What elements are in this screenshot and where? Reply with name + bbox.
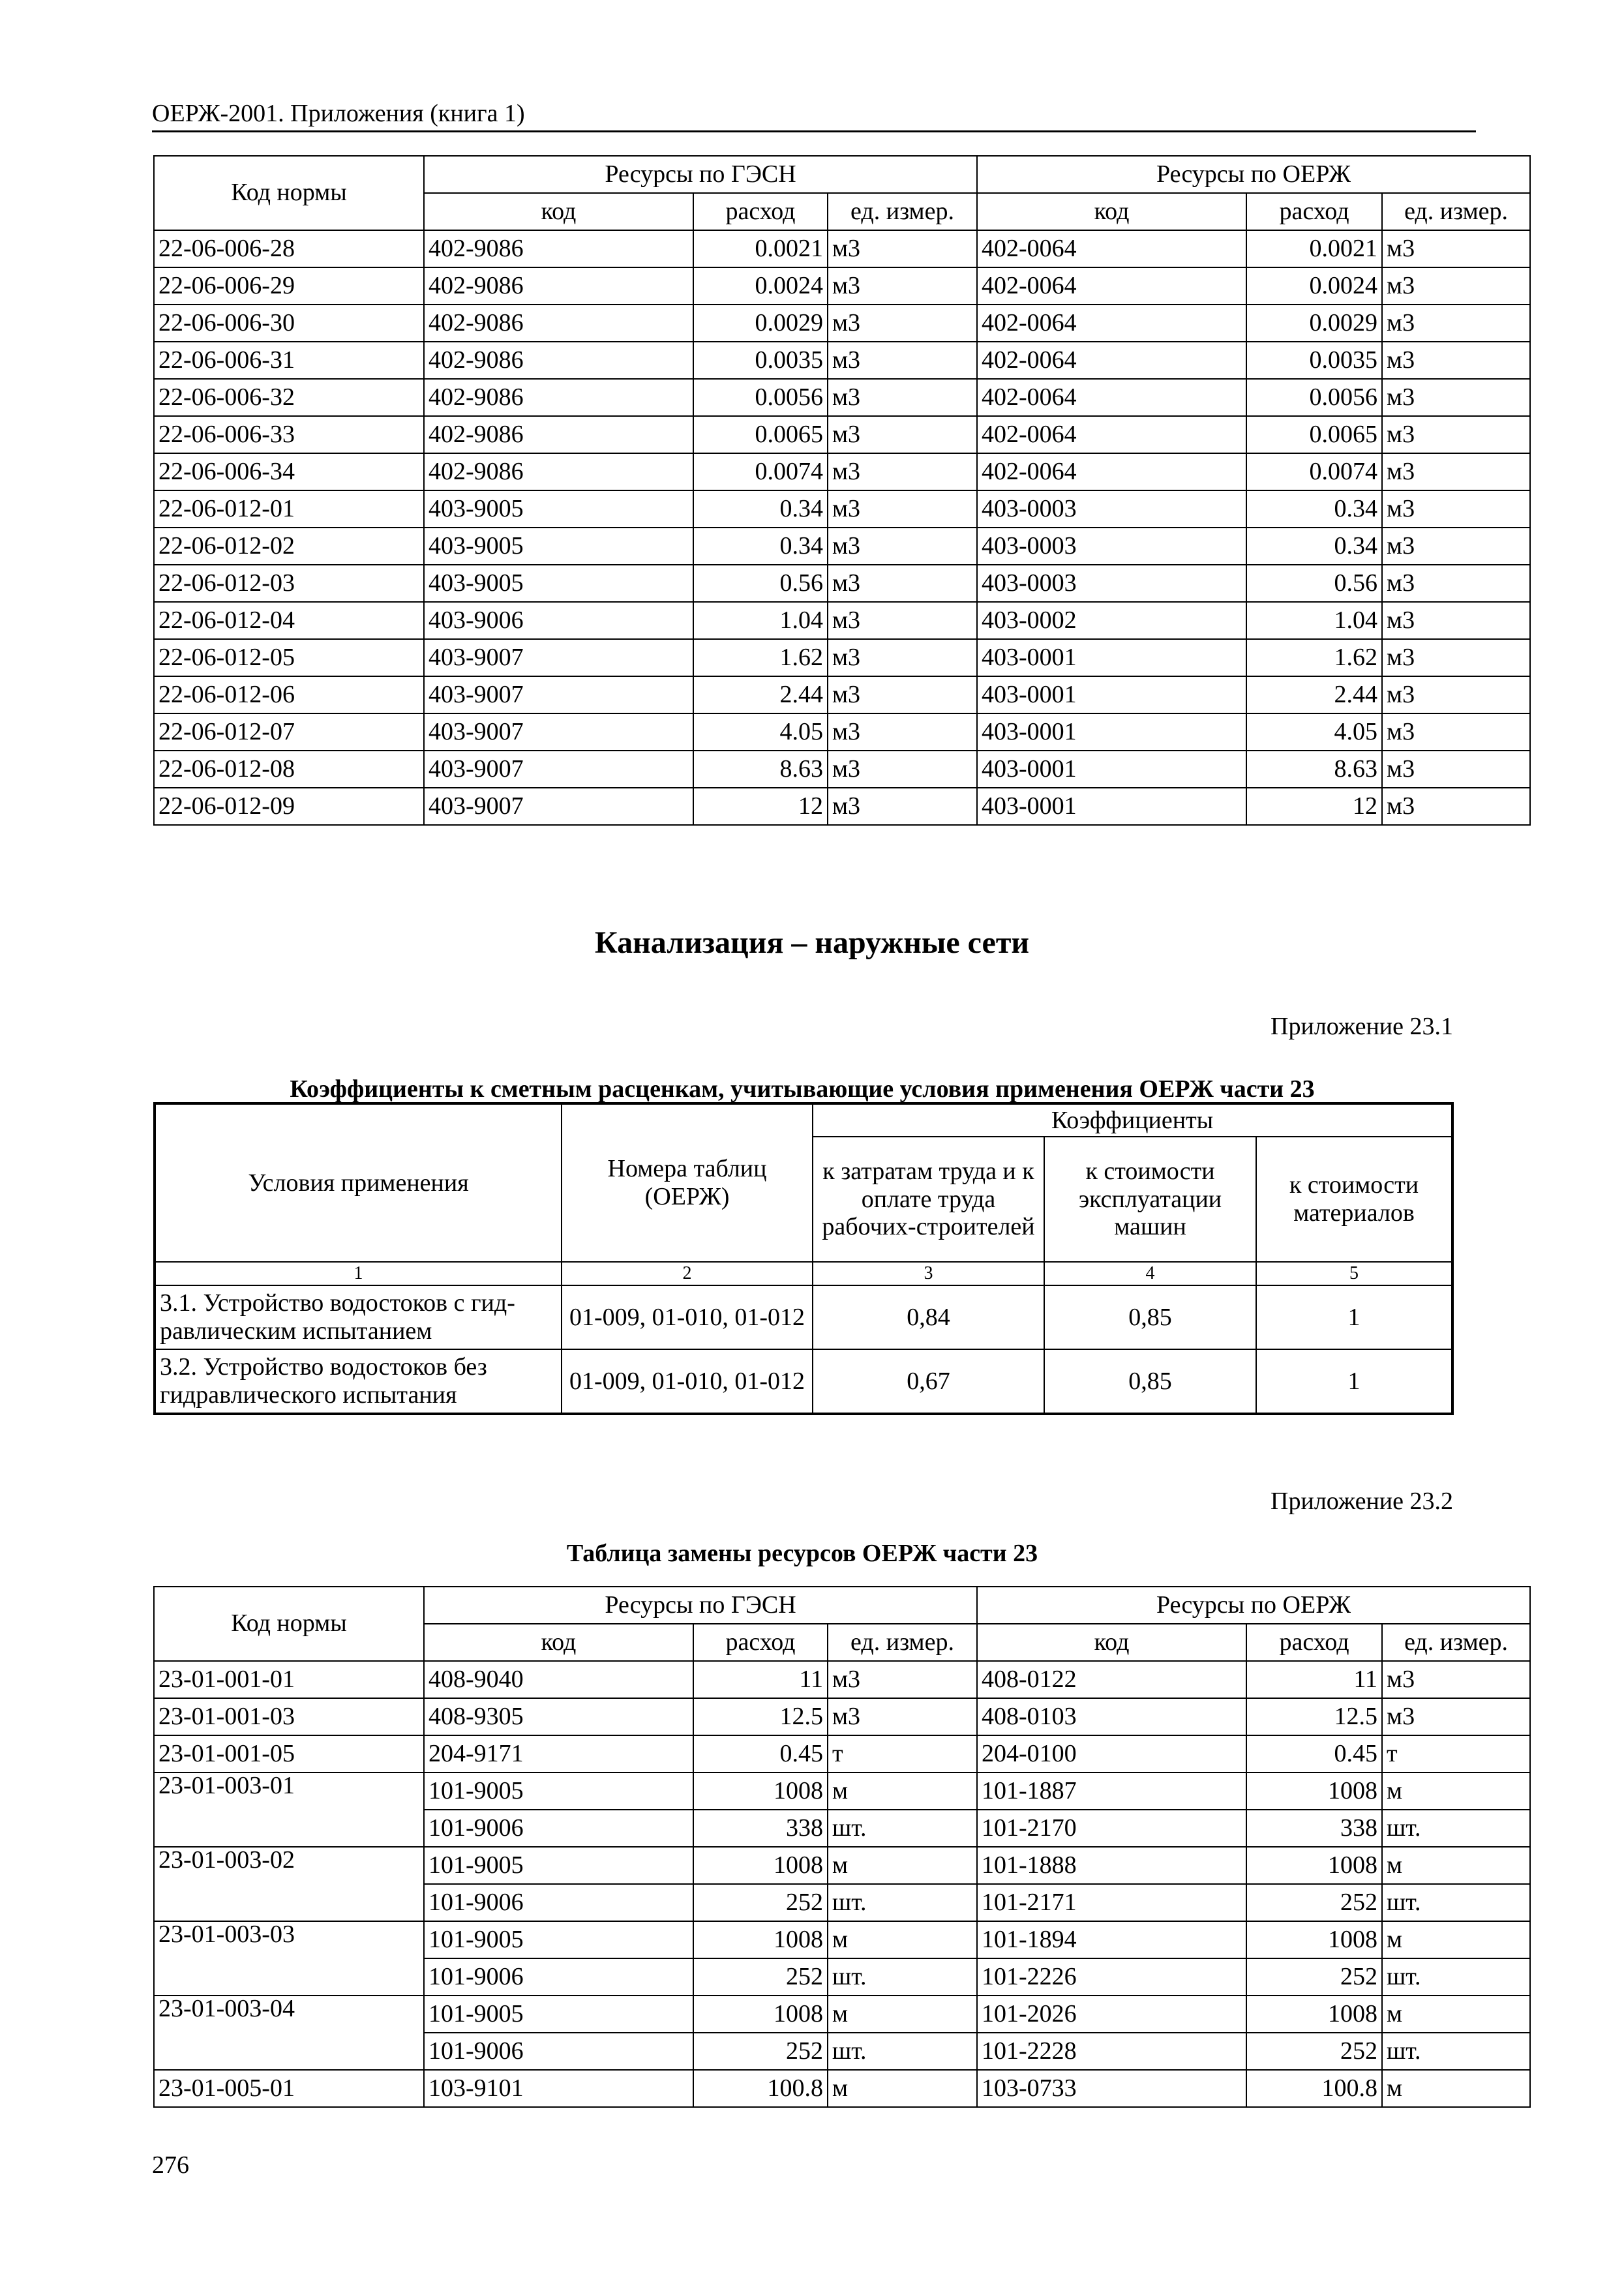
oerzh-unit: м3 xyxy=(1382,342,1530,379)
table-body xyxy=(154,1661,1530,2107)
oerzh-code: 101-2170 xyxy=(977,1810,1246,1847)
oerzh-unit: м3 xyxy=(1382,713,1530,751)
gesn-unit: м xyxy=(828,1847,977,1884)
gesn-code: 402-9086 xyxy=(424,453,693,490)
header-gesn-group: Ресурсы по ГЭСН xyxy=(424,156,977,193)
oerzh-unit: м3 xyxy=(1382,416,1530,453)
gesn-code: 403-9007 xyxy=(424,639,693,676)
gesn-consumption: 0.45 xyxy=(693,1735,828,1773)
gesn-unit: т xyxy=(828,1735,977,1773)
header-gesn-unit: ед. измер. xyxy=(828,193,977,230)
header-code-norm: Код нормы xyxy=(154,1587,424,1661)
column-number: 5 xyxy=(1256,1262,1452,1285)
section-title: Канализация – наружные сети xyxy=(594,925,1030,960)
oerzh-consumption: 0.0035 xyxy=(1246,342,1382,379)
oerzh-consumption: 0.0065 xyxy=(1246,416,1382,453)
gesn-code: 101-9005 xyxy=(424,1921,693,1958)
gesn-consumption: 0.0056 xyxy=(693,379,828,416)
gesn-code: 402-9086 xyxy=(424,416,693,453)
oerzh-code: 101-1888 xyxy=(977,1847,1246,1884)
oerzh-code: 403-0001 xyxy=(977,788,1246,825)
tables-cell: 01-009, 01-010, 01-012 xyxy=(562,1349,813,1414)
table-row xyxy=(154,1921,1530,1958)
norm-code: 22-06-012-04 xyxy=(154,602,424,639)
gesn-code: 101-9006 xyxy=(424,1810,693,1847)
gesn-unit: м3 xyxy=(828,1698,977,1735)
resource-table-23 xyxy=(153,1586,1531,2108)
oerzh-code: 101-1887 xyxy=(977,1773,1246,1810)
norm-code: 22-06-012-09 xyxy=(154,788,424,825)
oerzh-unit: м xyxy=(1382,1773,1530,1810)
norm-code: 22-06-012-08 xyxy=(154,751,424,788)
gesn-consumption: 252 xyxy=(693,2033,828,2070)
oerzh-code: 402-0064 xyxy=(977,379,1246,416)
oerzh-consumption: 252 xyxy=(1246,1884,1382,1921)
oerzh-unit: м3 xyxy=(1382,528,1530,565)
header-gesn-code: код xyxy=(424,193,693,230)
norm-code: 22-06-012-02 xyxy=(154,528,424,565)
oerzh-code: 402-0064 xyxy=(977,342,1246,379)
table-caption: Коэффициенты к сметным расценкам, учитывающие условия применения ОЕРЖ части 23 xyxy=(290,1075,1315,1103)
gesn-unit: м3 xyxy=(828,528,977,565)
norm-code: 23-01-001-05 xyxy=(154,1735,424,1773)
gesn-code: 403-9005 xyxy=(424,565,693,602)
oerzh-consumption: 252 xyxy=(1246,1958,1382,1996)
oerzh-consumption: 100.8 xyxy=(1246,2070,1382,2107)
resource-table-22 xyxy=(153,155,1531,826)
header-oerzh-consumption: расход xyxy=(1246,193,1382,230)
gesn-unit: м3 xyxy=(828,565,977,602)
norm-code: 23-01-003-04 xyxy=(154,1996,424,2070)
oerzh-unit: шт. xyxy=(1382,2033,1530,2070)
gesn-unit: м3 xyxy=(828,1661,977,1698)
gesn-consumption: 1008 xyxy=(693,1773,828,1810)
gesn-code: 101-9005 xyxy=(424,1773,693,1810)
machines-coefficient: 0,85 xyxy=(1044,1349,1256,1414)
header-labor: к затратам труда и к оплате труда рабочих-строителей xyxy=(813,1137,1044,1262)
gesn-unit: м3 xyxy=(828,788,977,825)
tables-cell: 01-009, 01-010, 01-012 xyxy=(562,1285,813,1349)
oerzh-unit: м3 xyxy=(1382,788,1530,825)
table-caption: Таблица замены ресурсов ОЕРЖ части 23 xyxy=(566,1540,1038,1567)
machines-coefficient: 0,85 xyxy=(1044,1285,1256,1349)
norm-code: 22-06-006-34 xyxy=(154,453,424,490)
oerzh-code: 403-0001 xyxy=(977,713,1246,751)
oerzh-consumption: 1.04 xyxy=(1246,602,1382,639)
oerzh-unit: м3 xyxy=(1382,305,1530,342)
header-oerzh-group: Ресурсы по ОЕРЖ xyxy=(977,1587,1530,1624)
column-number: 1 xyxy=(155,1262,562,1285)
table-row xyxy=(154,788,1530,825)
oerzh-consumption: 2.44 xyxy=(1246,676,1382,713)
oerzh-consumption: 0.34 xyxy=(1246,528,1382,565)
gesn-consumption: 4.05 xyxy=(693,713,828,751)
header-code-norm: Код нормы xyxy=(154,156,424,230)
oerzh-consumption: 0.56 xyxy=(1246,565,1382,602)
header-tables: Номера таблиц (ОЕРЖ) xyxy=(562,1103,813,1262)
appendix-label: Приложение 23.2 xyxy=(1271,1488,1453,1515)
oerzh-unit: м3 xyxy=(1382,267,1530,305)
condition-cell: 3.2. Устройство водостоков без гидравлического испытания xyxy=(155,1349,562,1414)
table-row xyxy=(154,1698,1530,1735)
header-gesn-consumption: расход xyxy=(693,193,828,230)
gesn-code: 403-9006 xyxy=(424,602,693,639)
norm-code: 22-06-006-31 xyxy=(154,342,424,379)
gesn-code: 403-9007 xyxy=(424,676,693,713)
gesn-code: 103-9101 xyxy=(424,2070,693,2107)
header-gesn-code: код xyxy=(424,1624,693,1661)
gesn-code: 101-9006 xyxy=(424,1958,693,1996)
gesn-consumption: 11 xyxy=(693,1661,828,1698)
gesn-consumption: 2.44 xyxy=(693,676,828,713)
table-row xyxy=(154,1735,1530,1773)
table-row xyxy=(154,379,1530,416)
oerzh-code: 101-1894 xyxy=(977,1921,1246,1958)
gesn-code: 403-9005 xyxy=(424,490,693,528)
header-rule xyxy=(152,130,1476,132)
norm-code: 23-01-005-01 xyxy=(154,2070,424,2107)
gesn-unit: м3 xyxy=(828,230,977,267)
norm-code: 23-01-003-01 xyxy=(154,1773,424,1847)
header-oerzh-unit: ед. измер. xyxy=(1382,1624,1530,1661)
oerzh-unit: м xyxy=(1382,1847,1530,1884)
oerzh-unit: м3 xyxy=(1382,602,1530,639)
gesn-code: 402-9086 xyxy=(424,379,693,416)
table-row xyxy=(154,267,1530,305)
gesn-consumption: 0.34 xyxy=(693,490,828,528)
table-row xyxy=(154,305,1530,342)
table-row xyxy=(154,416,1530,453)
table-row xyxy=(154,490,1530,528)
gesn-consumption: 1008 xyxy=(693,1921,828,1958)
table-row xyxy=(154,1773,1530,1810)
table-row xyxy=(154,676,1530,713)
oerzh-code: 403-0001 xyxy=(977,676,1246,713)
gesn-consumption: 0.34 xyxy=(693,528,828,565)
gesn-unit: м3 xyxy=(828,490,977,528)
gesn-consumption: 100.8 xyxy=(693,2070,828,2107)
gesn-unit: м xyxy=(828,1921,977,1958)
table-row xyxy=(154,751,1530,788)
gesn-consumption: 0.0024 xyxy=(693,267,828,305)
norm-code: 22-06-012-05 xyxy=(154,639,424,676)
gesn-code: 101-9005 xyxy=(424,1847,693,1884)
header-materials: к стоимости материалов xyxy=(1256,1137,1452,1262)
header-oerzh-unit: ед. измер. xyxy=(1382,193,1530,230)
oerzh-code: 403-0003 xyxy=(977,490,1246,528)
table-row xyxy=(155,1285,1452,1349)
header-oerzh-group: Ресурсы по ОЕРЖ xyxy=(977,156,1530,193)
norm-code: 22-06-006-32 xyxy=(154,379,424,416)
labor-coefficient: 0,67 xyxy=(813,1349,1044,1414)
oerzh-consumption: 0.0029 xyxy=(1246,305,1382,342)
oerzh-unit: м3 xyxy=(1382,639,1530,676)
oerzh-consumption: 252 xyxy=(1246,2033,1382,2070)
oerzh-code: 408-0122 xyxy=(977,1661,1246,1698)
gesn-unit: м3 xyxy=(828,639,977,676)
oerzh-unit: м3 xyxy=(1382,565,1530,602)
norm-code: 22-06-006-28 xyxy=(154,230,424,267)
coefficients-table xyxy=(153,1102,1454,1415)
oerzh-unit: м3 xyxy=(1382,230,1530,267)
gesn-code: 101-9005 xyxy=(424,1996,693,2033)
table-row xyxy=(154,565,1530,602)
table-row xyxy=(154,602,1530,639)
gesn-code: 402-9086 xyxy=(424,342,693,379)
oerzh-consumption: 0.34 xyxy=(1246,490,1382,528)
oerzh-unit: м3 xyxy=(1382,490,1530,528)
table-row xyxy=(154,2070,1530,2107)
condition-cell: 3.1. Устройство водостоков с гид-равлическим испытанием xyxy=(155,1285,562,1349)
gesn-unit: м3 xyxy=(828,267,977,305)
oerzh-consumption: 0.0021 xyxy=(1246,230,1382,267)
gesn-code: 408-9040 xyxy=(424,1661,693,1698)
oerzh-code: 403-0003 xyxy=(977,565,1246,602)
oerzh-code: 204-0100 xyxy=(977,1735,1246,1773)
oerzh-consumption: 0.0024 xyxy=(1246,267,1382,305)
gesn-consumption: 0.0035 xyxy=(693,342,828,379)
norm-code: 22-06-012-01 xyxy=(154,490,424,528)
header-oerzh-consumption: расход xyxy=(1246,1624,1382,1661)
oerzh-unit: м3 xyxy=(1382,379,1530,416)
page-number: 276 xyxy=(152,2151,189,2179)
oerzh-consumption: 1008 xyxy=(1246,1773,1382,1810)
gesn-code: 403-9005 xyxy=(424,528,693,565)
table-row xyxy=(154,639,1530,676)
norm-code: 23-01-003-02 xyxy=(154,1847,424,1921)
gesn-unit: м xyxy=(828,1996,977,2033)
oerzh-code: 403-0001 xyxy=(977,639,1246,676)
materials-coefficient: 1 xyxy=(1256,1349,1452,1414)
oerzh-consumption: 1008 xyxy=(1246,1921,1382,1958)
header-oerzh-code: код xyxy=(977,193,1246,230)
gesn-unit: м3 xyxy=(828,713,977,751)
gesn-code: 408-9305 xyxy=(424,1698,693,1735)
gesn-unit: м3 xyxy=(828,676,977,713)
header-gesn-unit: ед. измер. xyxy=(828,1624,977,1661)
oerzh-unit: м xyxy=(1382,1996,1530,2033)
table-row xyxy=(154,1661,1530,1698)
table-row xyxy=(154,342,1530,379)
oerzh-code: 408-0103 xyxy=(977,1698,1246,1735)
gesn-code: 402-9086 xyxy=(424,305,693,342)
oerzh-consumption: 1.62 xyxy=(1246,639,1382,676)
gesn-consumption: 8.63 xyxy=(693,751,828,788)
norm-code: 22-06-006-29 xyxy=(154,267,424,305)
oerzh-unit: м3 xyxy=(1382,1661,1530,1698)
oerzh-unit: м xyxy=(1382,2070,1530,2107)
oerzh-code: 101-2228 xyxy=(977,2033,1246,2070)
gesn-code: 403-9007 xyxy=(424,713,693,751)
norm-code: 22-06-006-33 xyxy=(154,416,424,453)
oerzh-code: 403-0003 xyxy=(977,528,1246,565)
gesn-code: 403-9007 xyxy=(424,751,693,788)
gesn-consumption: 338 xyxy=(693,1810,828,1847)
oerzh-code: 101-2171 xyxy=(977,1884,1246,1921)
norm-code: 23-01-001-01 xyxy=(154,1661,424,1698)
gesn-unit: м xyxy=(828,1773,977,1810)
norm-code: 23-01-001-03 xyxy=(154,1698,424,1735)
norm-code: 22-06-012-03 xyxy=(154,565,424,602)
oerzh-consumption: 0.45 xyxy=(1246,1735,1382,1773)
materials-coefficient: 1 xyxy=(1256,1285,1452,1349)
gesn-consumption: 0.0065 xyxy=(693,416,828,453)
oerzh-code: 402-0064 xyxy=(977,305,1246,342)
column-number: 2 xyxy=(562,1262,813,1285)
header-oerzh-code: код xyxy=(977,1624,1246,1661)
oerzh-code: 402-0064 xyxy=(977,267,1246,305)
oerzh-code: 402-0064 xyxy=(977,453,1246,490)
gesn-code: 204-9171 xyxy=(424,1735,693,1773)
oerzh-unit: м3 xyxy=(1382,676,1530,713)
table-row xyxy=(154,528,1530,565)
table-row xyxy=(154,1847,1530,1884)
gesn-code: 101-9006 xyxy=(424,2033,693,2070)
oerzh-consumption: 0.0056 xyxy=(1246,379,1382,416)
header-conditions: Условия применения xyxy=(155,1103,562,1262)
gesn-unit: м3 xyxy=(828,305,977,342)
gesn-consumption: 12.5 xyxy=(693,1698,828,1735)
gesn-code: 101-9006 xyxy=(424,1884,693,1921)
oerzh-consumption: 338 xyxy=(1246,1810,1382,1847)
gesn-unit: шт. xyxy=(828,1884,977,1921)
oerzh-consumption: 1008 xyxy=(1246,1847,1382,1884)
gesn-consumption: 252 xyxy=(693,1884,828,1921)
gesn-code: 402-9086 xyxy=(424,230,693,267)
gesn-consumption: 0.0021 xyxy=(693,230,828,267)
gesn-unit: м3 xyxy=(828,602,977,639)
gesn-unit: м3 xyxy=(828,416,977,453)
gesn-unit: шт. xyxy=(828,2033,977,2070)
table-row xyxy=(154,230,1530,267)
gesn-consumption: 12 xyxy=(693,788,828,825)
oerzh-consumption: 12.5 xyxy=(1246,1698,1382,1735)
oerzh-unit: м3 xyxy=(1382,1698,1530,1735)
oerzh-consumption: 0.0074 xyxy=(1246,453,1382,490)
oerzh-unit: м3 xyxy=(1382,751,1530,788)
oerzh-unit: м3 xyxy=(1382,453,1530,490)
gesn-consumption: 1008 xyxy=(693,1847,828,1884)
header-machines: к стоимости эксплуатации машин xyxy=(1044,1137,1256,1262)
oerzh-code: 402-0064 xyxy=(977,230,1246,267)
column-number: 4 xyxy=(1044,1262,1256,1285)
header-gesn-group: Ресурсы по ГЭСН xyxy=(424,1587,977,1624)
oerzh-consumption: 1008 xyxy=(1246,1996,1382,2033)
gesn-unit: шт. xyxy=(828,1810,977,1847)
oerzh-code: 403-0001 xyxy=(977,751,1246,788)
oerzh-consumption: 8.63 xyxy=(1246,751,1382,788)
gesn-consumption: 0.0074 xyxy=(693,453,828,490)
gesn-consumption: 0.56 xyxy=(693,565,828,602)
table-row xyxy=(154,713,1530,751)
oerzh-consumption: 11 xyxy=(1246,1661,1382,1698)
gesn-unit: м3 xyxy=(828,751,977,788)
norm-code: 22-06-006-30 xyxy=(154,305,424,342)
oerzh-code: 103-0733 xyxy=(977,2070,1246,2107)
oerzh-unit: шт. xyxy=(1382,1810,1530,1847)
gesn-unit: шт. xyxy=(828,1958,977,1996)
gesn-consumption: 252 xyxy=(693,1958,828,1996)
table-body xyxy=(154,230,1530,825)
oerzh-consumption: 12 xyxy=(1246,788,1382,825)
oerzh-code: 403-0002 xyxy=(977,602,1246,639)
labor-coefficient: 0,84 xyxy=(813,1285,1044,1349)
gesn-code: 402-9086 xyxy=(424,267,693,305)
oerzh-consumption: 4.05 xyxy=(1246,713,1382,751)
table-row xyxy=(154,453,1530,490)
gesn-consumption: 1.62 xyxy=(693,639,828,676)
norm-code: 22-06-012-06 xyxy=(154,676,424,713)
oerzh-unit: т xyxy=(1382,1735,1530,1773)
table-row xyxy=(155,1349,1452,1414)
norm-code: 23-01-003-03 xyxy=(154,1921,424,1996)
gesn-unit: м3 xyxy=(828,342,977,379)
appendix-label: Приложение 23.1 xyxy=(1271,1013,1453,1040)
column-number: 3 xyxy=(813,1262,1044,1285)
oerzh-unit: м xyxy=(1382,1921,1530,1958)
gesn-unit: м xyxy=(828,2070,977,2107)
header-coefficients: Коэффициенты xyxy=(813,1103,1452,1137)
gesn-unit: м3 xyxy=(828,379,977,416)
norm-code: 22-06-012-07 xyxy=(154,713,424,751)
gesn-unit: м3 xyxy=(828,453,977,490)
gesn-consumption: 1.04 xyxy=(693,602,828,639)
header-gesn-consumption: расход xyxy=(693,1624,828,1661)
oerzh-code: 101-2026 xyxy=(977,1996,1246,2033)
running-header: ОЕРЖ-2001. Приложения (книга 1) xyxy=(152,100,525,127)
oerzh-code: 402-0064 xyxy=(977,416,1246,453)
table-row xyxy=(154,1996,1530,2033)
gesn-consumption: 0.0029 xyxy=(693,305,828,342)
gesn-code: 403-9007 xyxy=(424,788,693,825)
oerzh-unit: шт. xyxy=(1382,1884,1530,1921)
oerzh-unit: шт. xyxy=(1382,1958,1530,1996)
oerzh-code: 101-2226 xyxy=(977,1958,1246,1996)
gesn-consumption: 1008 xyxy=(693,1996,828,2033)
